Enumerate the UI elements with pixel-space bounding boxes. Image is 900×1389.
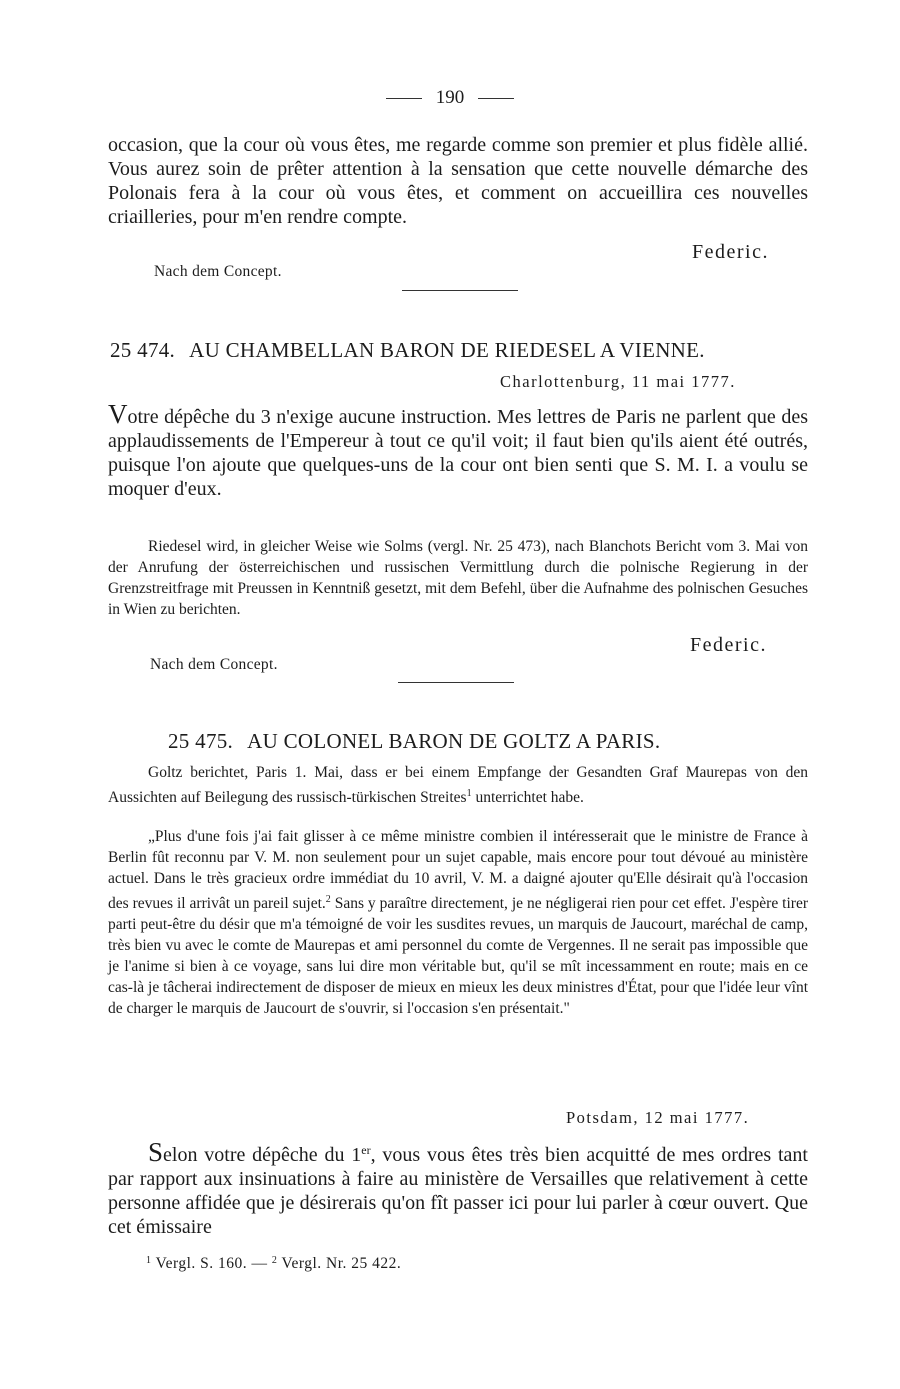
page-number-dash-right — [478, 98, 514, 99]
footnote-2: Vergl. Nr. 25 422. — [281, 1255, 402, 1272]
signature-top: Federic. — [692, 241, 769, 263]
quote-text-cont: Sans y paraître directement, je ne négligerai rien pour cet effet. J'espère tirer parti peut-être du désir que m'a témoigné de voir les susdites revues, un marquis de Jaucourt, maréchal de camp, très bien vu avec le comte de Maurepas et ami personnel du comte de Vergennes. Il ne serait pas impossible que je l'anime si bien à ce voyage, sans lui dire mon véritable but, qu'il se mît incessamment en route; mais en ce cas-là je tâcherai indirectement de disposer de mieux en mieux les deux ministres d'État, pour que l'idée leur vînt de charger le marquis de Jaucourt de s'ouvrir, si l'occasion s'en présentait." — [108, 895, 808, 1017]
letter-title: AU COLONEL BARON DE GOLTZ A PARIS. — [247, 729, 661, 753]
footnote-1: Vergl. S. 160. — — [155, 1255, 268, 1272]
page-number-text: 190 — [435, 87, 465, 108]
letter-body-25474 — [108, 399, 808, 501]
quote-text: „Plus d'une fois j'ai fait glisser à ce même ministre combien il intéresserait que le ministre de France à Berlin fût reconnu par V. M. non seulement pour un sujet capable, mais encore pour tout dévoué au ministère actuel. Dans le très gracieux ordre immédiat du 10 avril, V. M. a daigné ajouter qu'Elle désirait qu'à l'occasion des revues il arrivât un pareil sujet. — [108, 828, 808, 912]
footnote-ref-1: 1 — [466, 788, 472, 799]
source-note-25474: Nach dem Concept. — [150, 656, 278, 673]
letter-text: elon votre dépêche du 1 — [163, 1144, 362, 1166]
summary-text: Goltz berichtet, Paris 1. Mai, dass er bei einem Empfange der Gesandten Graf Maurepas von den Aussichten auf Beilegung des russisch-türkischen Streites — [108, 764, 808, 806]
footnotes — [146, 1255, 401, 1273]
drop-initial: S — [148, 1137, 164, 1167]
letter-heading-25475 — [168, 729, 660, 754]
page-number — [0, 86, 900, 110]
footnote-ref-2: 2 — [325, 894, 331, 905]
letter-number: 25 474. — [110, 338, 176, 362]
source-note-top: Nach dem Concept. — [154, 263, 282, 280]
section-divider-1 — [402, 290, 518, 291]
signature-25474: Federic. — [690, 634, 767, 656]
letter-text: otre dépêche du 3 n'exige aucune instruction. Mes lettres de Paris ne parlent que des applaudissements de l'Empereur à tout ce qu'il voit; il faut bien qu'ils aient été outrés, puisque l'on ajoute que quelques-uns de la cour ont bien senti que S. M. I. a voulu se moquer d'eux. — [108, 406, 808, 500]
section-divider-2 — [398, 682, 514, 683]
footnote-mark-1: 1 — [146, 1255, 152, 1266]
editor-note-25474: Riedesel wird, in gleicher Weise wie Solms (vergl. Nr. 25 473), nach Blanchots Bericht vom 3. Mai von der Anrufung der österreichischen und russischen Vermittlung durch die polnische Regierung in der Grenzstreitfrage mit Preussen in Kenntniß gesetzt, mit dem Befehl, über die Aufnahme des polnischen Gesuches in Wien zu berichten. — [108, 538, 808, 618]
summary-text-end: unterrichtet habe. — [471, 789, 584, 806]
letter-heading-25474 — [110, 338, 705, 363]
dateline-25475: Potsdam, 12 mai 1777. — [566, 1108, 750, 1127]
dateline-25474: Charlottenburg, 11 mai 1777. — [500, 372, 736, 391]
quoted-report-25475 — [108, 826, 808, 1019]
letter-title: AU CHAMBELLAN BARON DE RIEDESEL A VIENNE. — [189, 338, 705, 362]
page-number-dash-left — [386, 98, 422, 99]
letter-body-25475 — [108, 1138, 808, 1239]
letter-text-cont: , vous vous êtes très bien acquitté de mes ordres tant par rapport aux insinuations à faire au ministère de Versailles que relativement à cette personne affidée que je désirerais qu'on fît passer ici pour lui parler à cœur ouvert. Que cet émissaire — [108, 1144, 808, 1238]
drop-initial: V — [108, 399, 128, 429]
footnote-mark-2: 2 — [271, 1255, 278, 1266]
letter-number: 25 475. — [168, 729, 234, 753]
editor-summary-25475 — [108, 762, 808, 808]
continuation-paragraph: occasion, que la cour où vous êtes, me regarde comme son premier et plus fidèle allié. Vous aurez soin de prêter attention à la sensation que cette nouvelle démarche des Polonais fera à la cour où vous êtes, et comment on accueillira ces nouvelles criailleries, pour m'en rendre compte. — [108, 134, 808, 228]
ordinal-superscript: er — [361, 1143, 371, 1157]
